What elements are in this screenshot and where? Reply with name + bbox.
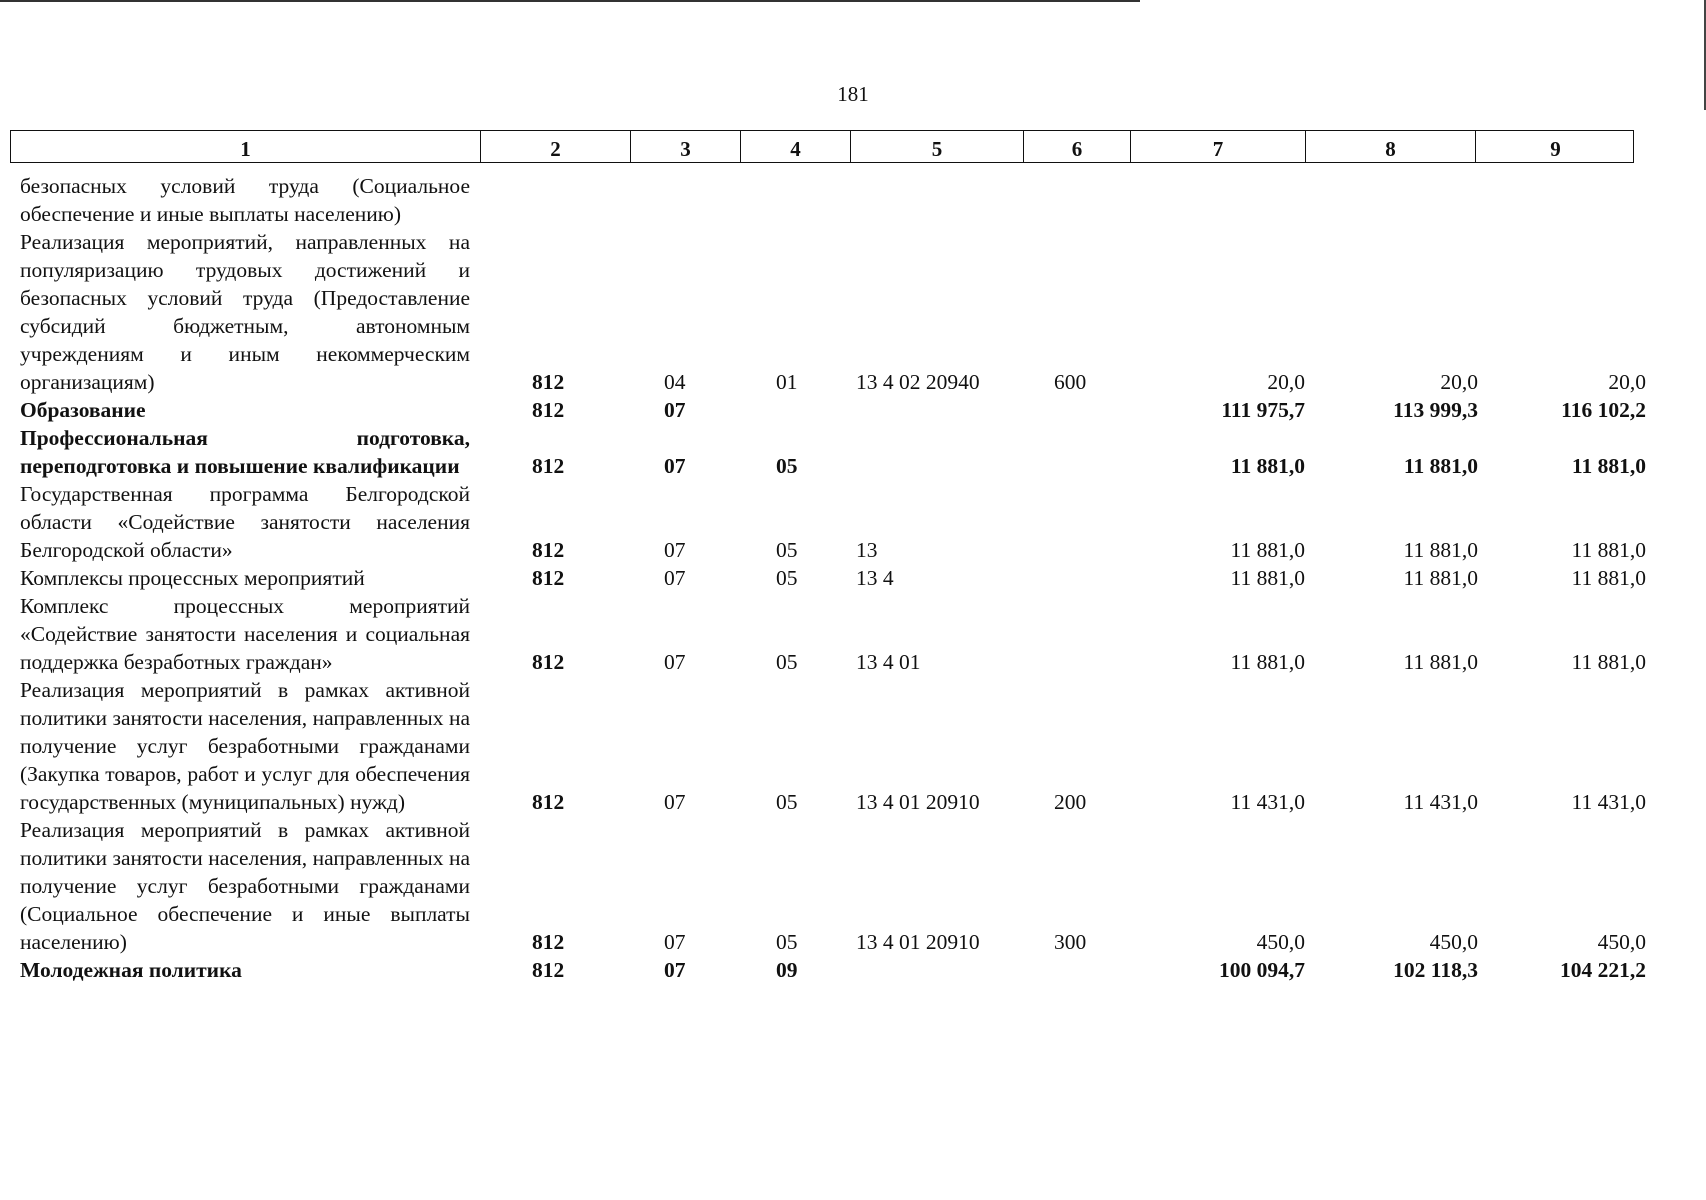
header-col-3: 3 <box>631 131 741 162</box>
cell-col-3: 07 <box>664 454 686 478</box>
cell-col-9: 116 102,2 <box>1561 398 1646 422</box>
cell-col-7: 11 431,0 <box>1230 790 1305 814</box>
table-row <box>20 396 1646 424</box>
cell-col-4: 05 <box>776 454 798 478</box>
cell-col-2: 812 <box>532 790 565 814</box>
cell-col-7: 20,0 <box>1267 370 1305 394</box>
row-description: Реализация мероприятий в рамках активной политики занятости населения, направленных на получение услуг безработными гражданами (Закупка товаров, работ и услуг для обеспечения государственных (муниципальных) нужд) <box>20 678 470 814</box>
cell-col-9: 20,0 <box>1608 370 1646 394</box>
cell-col-7: 11 881,0 <box>1230 538 1305 562</box>
cell-col-4: 05 <box>776 930 798 954</box>
header-col-9: 9 <box>1550 137 1561 161</box>
cell-col-5: 13 4 01 <box>856 650 921 674</box>
cell-col-3: 07 <box>664 566 686 590</box>
cell-col-8: 11 881,0 <box>1403 650 1478 674</box>
table-row <box>20 816 1646 956</box>
cell-col-8: 20,0 <box>1440 370 1478 394</box>
page-number: 181 <box>837 82 869 106</box>
cell-col-2: 812 <box>532 930 565 954</box>
table-header <box>10 130 1634 163</box>
cell-col-7: 100 094,7 <box>1219 958 1305 982</box>
row-description: безопасных условий труда (Социальное обеспечение и иные выплаты населению) <box>20 174 470 226</box>
cell-col-5: 13 4 <box>856 566 894 590</box>
cell-col-8: 102 118,3 <box>1393 958 1478 982</box>
header-col-7: 7 <box>1131 131 1306 162</box>
cell-col-5: 13 4 01 20910 <box>856 790 980 814</box>
cell-col-2: 812 <box>532 566 565 590</box>
header-col-2: 2 <box>481 131 631 162</box>
cell-col-2: 812 <box>532 398 565 422</box>
header-col-6: 6 <box>1024 131 1131 162</box>
row-description: Молодежная политика <box>20 958 242 982</box>
table-row <box>20 564 1646 592</box>
row-description: Комплекс процессных мероприятий «Содействие занятости населения и социальная поддержка безработных граждан» <box>20 594 470 674</box>
cell-col-7: 111 975,7 <box>1221 398 1305 422</box>
cell-col-9: 11 431,0 <box>1571 790 1646 814</box>
cell-col-4: 05 <box>776 538 798 562</box>
table-row <box>20 228 1646 396</box>
cell-col-3: 07 <box>664 398 686 422</box>
cell-col-2: 812 <box>532 538 565 562</box>
cell-col-8: 11 881,0 <box>1403 566 1478 590</box>
row-description: Образование <box>20 398 146 422</box>
table-row <box>20 424 1646 480</box>
cell-col-7: 450,0 <box>1256 930 1305 954</box>
cell-col-3: 07 <box>664 538 686 562</box>
cell-col-8: 113 999,3 <box>1393 398 1478 422</box>
cell-col-4: 09 <box>776 958 798 982</box>
cell-col-3: 07 <box>664 790 686 814</box>
cell-col-5: 13 4 02 20940 <box>856 370 980 394</box>
table-body <box>20 172 1646 984</box>
cell-col-2: 812 <box>532 370 565 394</box>
cell-col-9: 11 881,0 <box>1571 538 1646 562</box>
header-col-1: 1 <box>11 131 481 162</box>
header-col-8: 8 <box>1306 131 1476 162</box>
cell-col-8: 11 881,0 <box>1403 454 1478 478</box>
cell-col-8: 11 881,0 <box>1403 538 1478 562</box>
cell-col-3: 07 <box>664 650 686 674</box>
cell-col-9: 450,0 <box>1597 930 1646 954</box>
row-description: Комплексы процессных мероприятий <box>20 566 365 590</box>
cell-col-4: 01 <box>776 370 798 394</box>
cell-col-3: 07 <box>664 930 686 954</box>
cell-col-6: 200 <box>1054 790 1087 814</box>
cell-col-3: 04 <box>664 370 686 394</box>
cell-col-2: 812 <box>532 958 565 982</box>
row-description: Реализация мероприятий, направленных на популяризацию трудовых достижений и безопасных условий труда (Предоставление субсидий бюджетным, автономным учреждениям и иным некоммерческим организациям) <box>20 230 470 394</box>
cell-col-4: 05 <box>776 790 798 814</box>
table-row <box>20 172 1640 228</box>
cell-col-9: 11 881,0 <box>1571 650 1646 674</box>
cell-col-7: 11 881,0 <box>1230 650 1305 674</box>
header-col-5: 5 <box>851 131 1024 162</box>
cell-col-8: 450,0 <box>1429 930 1478 954</box>
header-col-4: 4 <box>741 131 851 162</box>
table-row <box>20 956 1646 984</box>
cell-col-3: 07 <box>664 958 686 982</box>
cell-col-4: 05 <box>776 650 798 674</box>
cell-col-2: 812 <box>532 650 565 674</box>
row-description: Реализация мероприятий в рамках активной политики занятости населения, направленных на получение услуг безработными гражданами (Социальное обеспечение и иные выплаты населению) <box>20 818 470 954</box>
cell-col-9: 104 221,2 <box>1560 958 1646 982</box>
table-row <box>20 676 1646 816</box>
cell-col-4: 05 <box>776 566 798 590</box>
cell-col-6: 300 <box>1054 930 1087 954</box>
cell-col-7: 11 881,0 <box>1230 566 1305 590</box>
table-row <box>20 480 1646 564</box>
cell-col-7: 11 881,0 <box>1230 454 1305 478</box>
cell-col-5: 13 4 01 20910 <box>856 930 980 954</box>
scan-top-edge <box>0 0 1140 2</box>
row-description: Профессиональная подготовка, переподготовка и повышение квалификации <box>20 426 470 478</box>
table-row <box>20 592 1646 676</box>
row-description: Государственная программа Белгородской области «Содействие занятости населения Белгородской области» <box>20 482 470 562</box>
cell-col-9: 11 881,0 <box>1571 454 1646 478</box>
cell-col-5: 13 <box>856 538 878 562</box>
cell-col-8: 11 431,0 <box>1403 790 1478 814</box>
cell-col-2: 812 <box>532 454 565 478</box>
cell-col-6: 600 <box>1054 370 1087 394</box>
cell-col-9: 11 881,0 <box>1571 566 1646 590</box>
